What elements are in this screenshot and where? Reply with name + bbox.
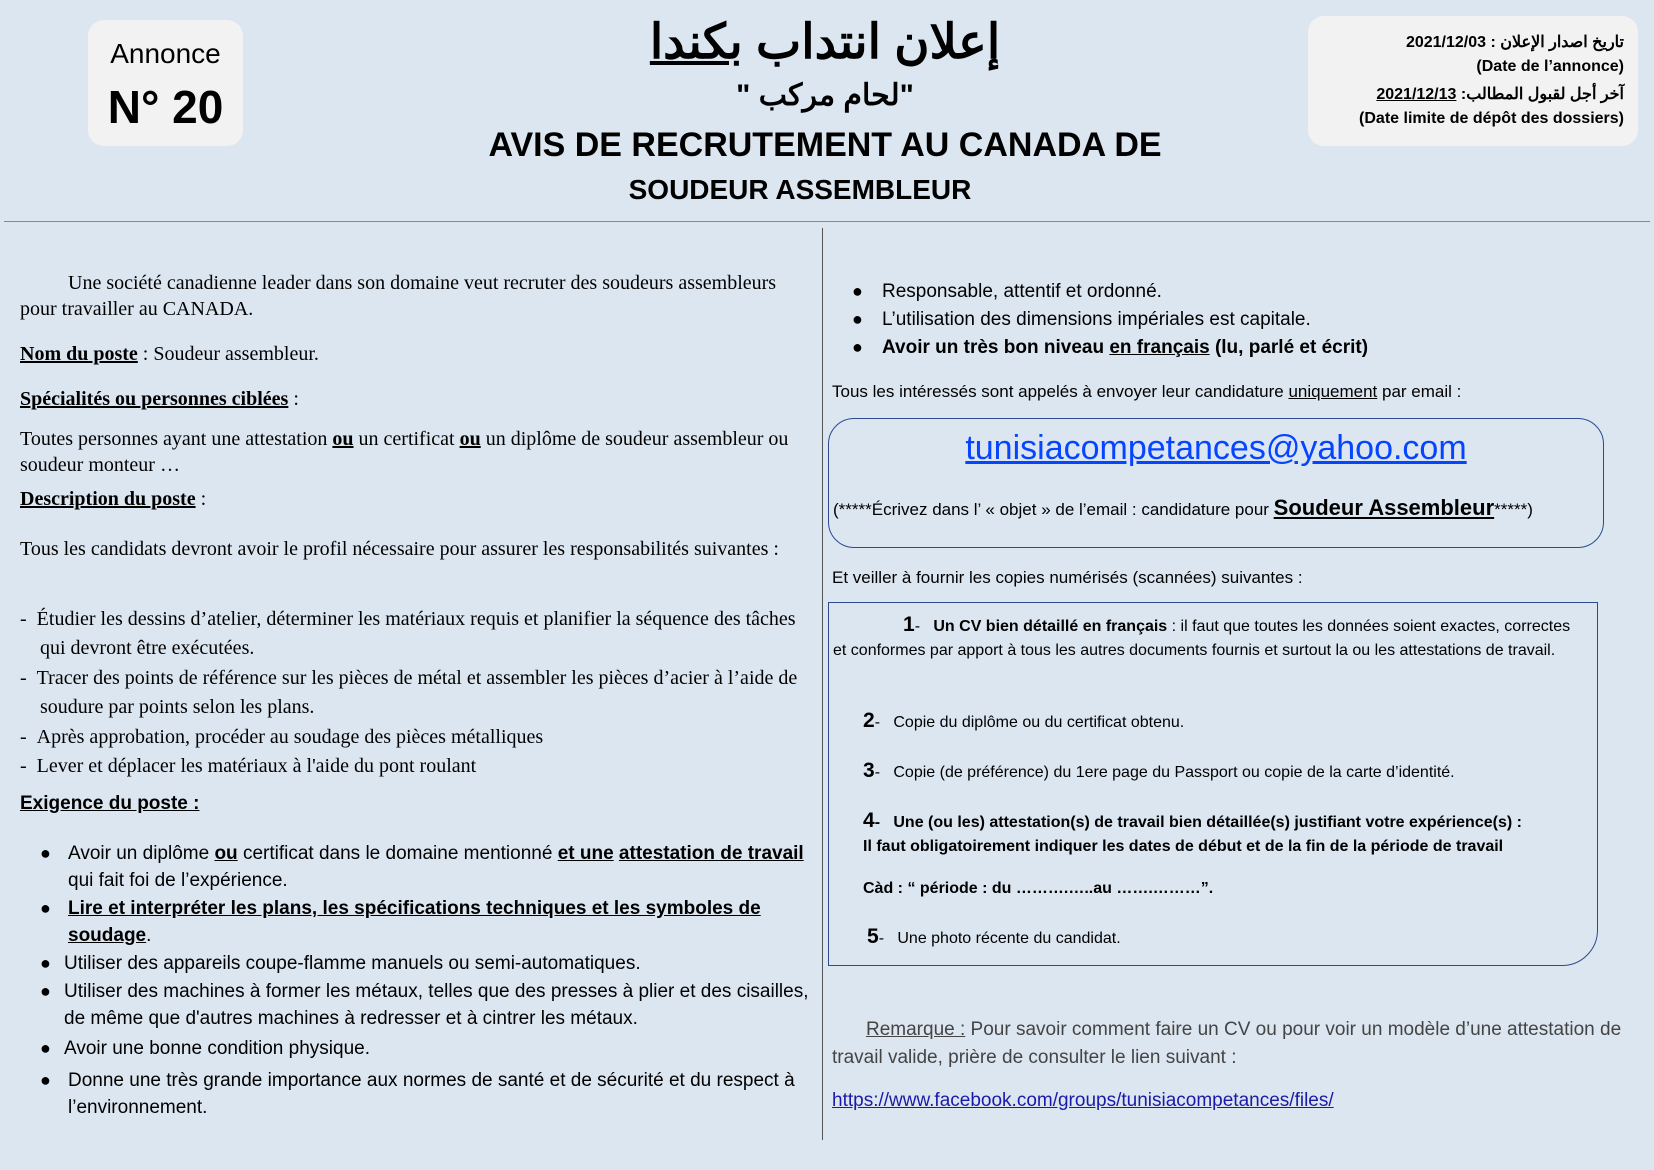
- remark-label: Remarque :: [866, 1019, 966, 1040]
- doc-number: 3: [863, 759, 875, 782]
- profile-paragraph: Tous les candidats devront avoir le profil nécessaire pour assurer les responsabilités suivantes :: [20, 538, 779, 560]
- specialties-label: Spécialités ou personnes ciblées: [20, 388, 289, 410]
- requirement-item: [40, 1035, 824, 1062]
- specialties-text: [20, 426, 810, 478]
- bullet-icon: ●: [40, 898, 51, 918]
- quality-text: Responsable, attentif et ordonné.: [882, 281, 1162, 302]
- email-note-c: *****): [1494, 500, 1533, 519]
- spec-ou2: ou: [459, 428, 481, 450]
- email-note-a: (*****Écrivez dans l’ « objet » de l’email : candidature pour: [833, 500, 1274, 519]
- task-text: Après approbation, procéder au soudage des pièces métalliques: [36, 726, 544, 748]
- req3-text: Utiliser des appareils coupe-flamme manuels ou semi-automatiques.: [64, 953, 641, 974]
- announcement-number: N° 20: [107, 81, 224, 133]
- bullet-icon: ●: [40, 953, 51, 973]
- req1-e: qui fait foi de l’expérience.: [68, 870, 288, 891]
- doc4-line3: Càd : “ période : du ……….…..au …….………”.: [863, 880, 1214, 897]
- title-arabic: [560, 14, 1090, 70]
- doc-item-5: [867, 925, 1587, 951]
- specialties-heading: [20, 386, 810, 412]
- bullet-icon: ●: [852, 281, 863, 301]
- announcement-label: Annonce: [110, 38, 221, 69]
- bullet-icon: ●: [40, 843, 51, 863]
- doc-number: 5: [867, 925, 879, 948]
- requirement-item: [40, 1067, 828, 1121]
- deadline-date: [1376, 84, 1624, 104]
- deadline-value: 2021/12/13: [1376, 86, 1457, 103]
- task-item: - Lever et déplacer les matériaux à l'aide du pont roulant: [20, 755, 477, 777]
- doc3-text: Copie (de préférence) du 1ere page du Passport ou copie de la carte d’identité.: [893, 764, 1455, 781]
- task-item: - Après approbation, procéder au soudage des pièces métalliques: [20, 726, 544, 748]
- subtitle-arabic: "لحام مركب ": [736, 79, 914, 112]
- doc-dash: -: [874, 764, 881, 781]
- spec-ou1: ou: [332, 428, 354, 450]
- job-title-label: Nom du poste: [20, 343, 138, 365]
- bullet-icon: ●: [40, 1070, 51, 1090]
- quality-item: [852, 333, 1652, 362]
- email-box: [828, 418, 1604, 548]
- requirements-heading: Exigence du poste :: [20, 793, 200, 814]
- specialties-colon: :: [288, 388, 299, 410]
- quality-item: [852, 305, 1652, 334]
- application-c: par email :: [1377, 382, 1462, 401]
- email-subject-note: [833, 495, 1599, 521]
- spec-part2: un certificat: [353, 428, 460, 450]
- task-item: - Tracer des points de référence sur les pièces de métal et assembler les pièces d’acier à l’aide de soudure par points selon les plans.: [20, 667, 798, 718]
- bullet-icon: ●: [852, 337, 863, 357]
- application-instructions: [832, 380, 1622, 404]
- bullet-icon: ●: [40, 981, 51, 1001]
- doc4-line1: Une (ou les) attestation(s) de travail bien détaillée(s) justifiant votre expérience(s) :: [893, 814, 1522, 831]
- req1-b: certificat dans le domaine mentionné: [237, 843, 558, 864]
- dates-box: [1308, 16, 1638, 146]
- description-heading: [20, 486, 810, 512]
- task-text: Tracer des points de référence sur les pièces de métal et assembler les pièces d’acier à l’aide de soudure par points selon les plans.: [36, 667, 798, 718]
- header-divider: [4, 221, 1650, 222]
- job-title-line: [20, 341, 810, 367]
- title-arabic-part1: إعلان انتداب: [742, 16, 1001, 69]
- facebook-files-link[interactable]: https://www.facebook.com/groups/tunisiacompetances/files/: [832, 1090, 1334, 1111]
- req5-text: Avoir une bonne condition physique.: [64, 1038, 370, 1059]
- description-label: Description du poste: [20, 488, 196, 510]
- doc1-bold: Un CV bien détaillé en français: [933, 618, 1168, 635]
- quality-item: [852, 277, 1652, 306]
- quality-text: L’utilisation des dimensions impériales est capitale.: [882, 309, 1311, 330]
- bullet-icon: ●: [852, 309, 863, 329]
- application-a: Tous les intéressés sont appelés à envoyer leur candidature: [832, 382, 1289, 401]
- requirement-item: [40, 840, 828, 894]
- title-arabic-part2: بكندا: [649, 16, 743, 69]
- description-colon: :: [195, 488, 207, 510]
- req2-text: Lire et interpréter les plans, les spécifications techniques et les symboles de soudage: [68, 898, 761, 946]
- doc-dash: -: [914, 618, 921, 635]
- deadline-date-label: (Date limite de dépôt des dossiers): [1359, 110, 1624, 127]
- task-text: Étudier les dessins d’atelier, déterminer les matériaux requis et planifier la séquence des tâches qui devront être exécutées.: [36, 608, 796, 659]
- deadline-label: آخر أجل لقبول المطالب:: [1456, 86, 1624, 103]
- requirement-item: [40, 895, 828, 949]
- q3-a: Avoir un très bon niveau: [882, 337, 1110, 358]
- q3-b: en français: [1109, 337, 1210, 358]
- application-b: uniquement: [1288, 382, 1378, 401]
- doc-item-3: [863, 759, 1583, 785]
- doc4-line2: Il faut obligatoirement indiquer les dates de début et de la fin de la période de travail: [863, 838, 1504, 855]
- announcement-date: تاريخ اصدار الإعلان : 2021/12/03: [1405, 34, 1624, 51]
- requirement-item: [40, 978, 824, 1032]
- doc5-text: Une photo récente du candidat.: [897, 930, 1121, 947]
- job-title-value: : Soudeur assembleur.: [137, 343, 319, 365]
- doc-number: 2: [863, 709, 875, 732]
- spec-part1: Toutes personnes ayant une attestation: [20, 428, 333, 450]
- q3-c: (lu, parlé et écrit): [1209, 337, 1369, 358]
- doc-dash: -: [874, 714, 881, 731]
- req1-d: attestation de travail: [618, 843, 804, 864]
- email-note-b: Soudeur Assembleur: [1273, 495, 1495, 520]
- req1-ou: ou: [214, 843, 238, 864]
- req4-text: Utiliser des machines à former les métaux, telles que des presses à plier et des cisailles, de même que d'autres machines à redresser et à cintrer les métaux.: [64, 981, 809, 1029]
- doc-number: 4: [863, 809, 875, 832]
- email-link[interactable]: tunisiacompetances@yahoo.com: [965, 429, 1467, 467]
- remark-paragraph: [832, 1016, 1622, 1072]
- announcement-number-box: [88, 20, 243, 146]
- intro-paragraph: Une société canadienne leader dans son domaine veut recruter des soudeurs assembleurs pour travailler au CANADA.: [20, 272, 777, 320]
- requirement-item: [40, 950, 824, 977]
- doc-dash: -: [874, 814, 881, 831]
- announcement-date-label: (Date de l’annonce): [1476, 58, 1624, 75]
- task-item: - Étudier les dessins d’atelier, déterminer les matériaux requis et planifier la séquence des tâches qui devront être exécutées.: [20, 608, 796, 659]
- req2-end: .: [146, 925, 152, 946]
- req1-a: Avoir un diplôme: [68, 843, 215, 864]
- doc1-text: : il faut que toutes les données soient exactes, correctes et conformes par apport à tous les autres documents fournis et surtout la ou les attestations de travail.: [833, 618, 1571, 659]
- doc-item-1: [833, 613, 1573, 663]
- spec-part3: un diplôme de soudeur assembleur ou soudeur monteur …: [20, 428, 789, 476]
- bullet-icon: ●: [40, 1038, 51, 1058]
- doc2-text: Copie du diplôme ou du certificat obtenu.: [893, 714, 1185, 731]
- task-text: Lever et déplacer les matériaux à l'aide du pont roulant: [36, 755, 477, 777]
- req6-text: Donne une très grande importance aux normes de santé et de sécurité et du respect à l’environnement.: [68, 1070, 795, 1118]
- doc-item-4: [863, 809, 1583, 835]
- doc-item-2: [863, 709, 1583, 735]
- subtitle-french: SOUDEUR ASSEMBLEUR: [628, 174, 972, 205]
- copies-intro: Et veiller à fournir les copies numérisés (scannées) suivantes :: [832, 568, 1303, 587]
- remark-text: Pour savoir comment faire un CV ou pour voir un modèle d’une attestation de travail valide, prière de consulter le lien suivant :: [832, 1019, 1622, 1068]
- doc-number: 1: [903, 613, 915, 636]
- title-french: AVIS DE RECRUTEMENT AU CANADA DE: [488, 126, 1162, 164]
- documents-box: [828, 602, 1598, 966]
- req1-c: et une: [557, 843, 614, 864]
- doc-dash: -: [878, 930, 885, 947]
